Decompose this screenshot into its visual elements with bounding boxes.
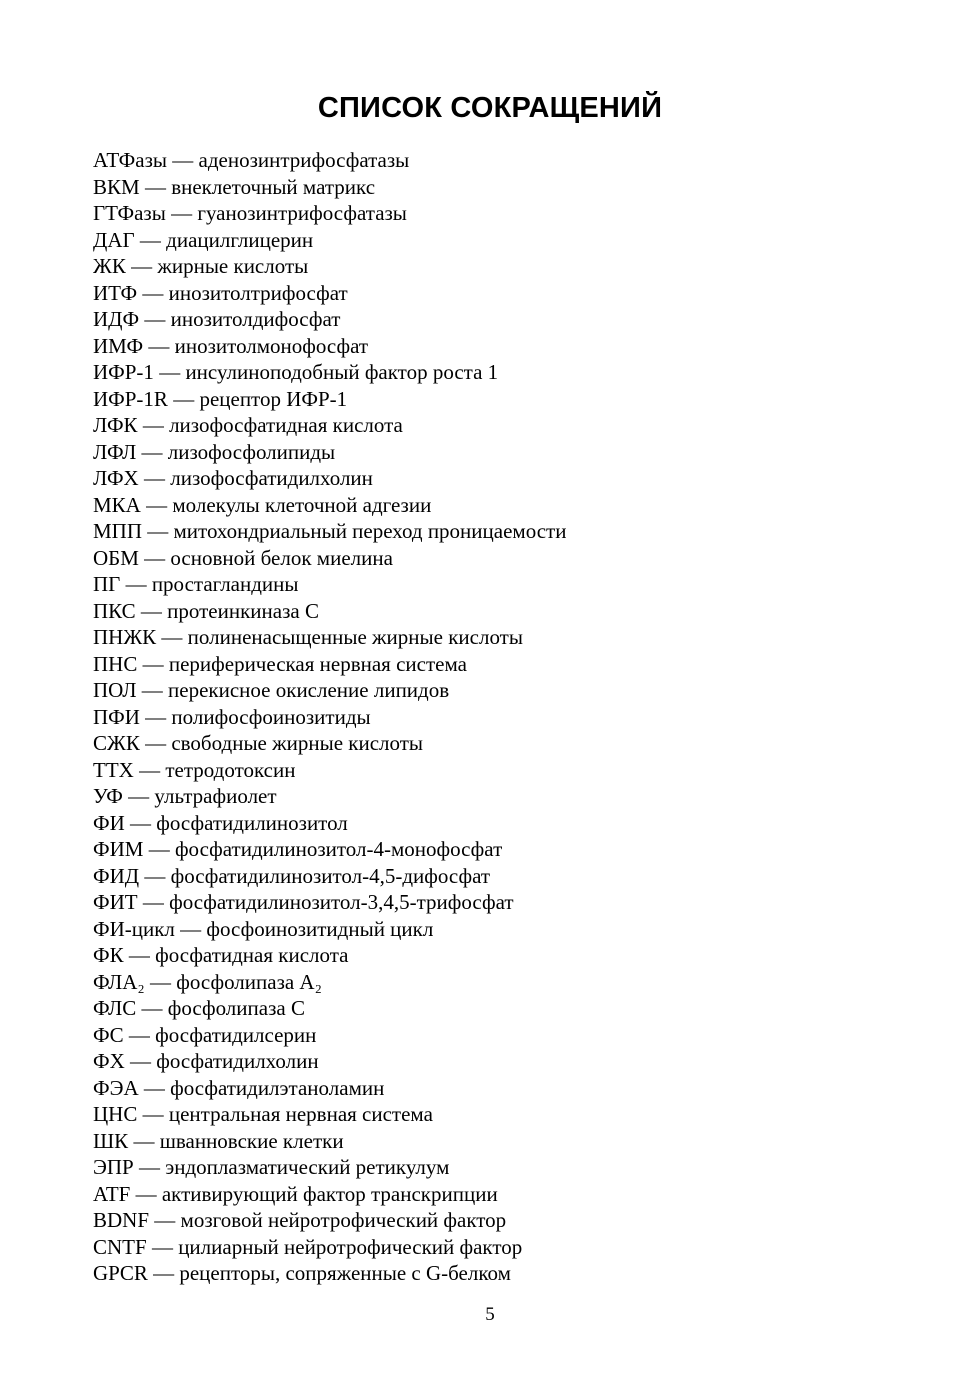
page-title: СПИСОК СОКРАЩЕНИЙ: [317, 92, 663, 124]
abbreviation-entry: [93, 942, 953, 969]
abbreviation-term: ВКМ: [93, 174, 140, 199]
abbreviation-entry: [93, 889, 953, 916]
em-dash-separator: —: [133, 1128, 155, 1153]
em-dash-separator: —: [142, 1102, 164, 1126]
abbreviation-term: ЛФЛ: [93, 439, 137, 464]
abbreviation-term: ФИТ: [93, 890, 138, 914]
abbreviation-term: ФХ: [93, 1049, 125, 1073]
abbreviation-term: ATF: [93, 1181, 131, 1206]
em-dash-separator: —: [153, 1261, 175, 1285]
abbreviation-entry: [93, 1022, 953, 1049]
abbreviation-entry: [93, 598, 953, 625]
abbreviation-definition: аденозинтрифосфатазы: [198, 148, 410, 172]
abbreviation-entry: [93, 280, 953, 307]
abbreviation-definition: полиненасыщенные жирные кислоты: [187, 625, 523, 649]
abbreviation-definition: диацилглицерин: [166, 227, 314, 252]
abbreviation-definition: фосфатидная кислота: [155, 943, 349, 967]
abbreviation-entry: [93, 147, 953, 174]
abbreviation-definition: простагландины: [151, 572, 299, 596]
abbreviation-definition: фосфатидилинозитол: [156, 810, 348, 835]
abbreviation-definition: перекисное окисление липидов: [168, 678, 450, 702]
em-dash-separator: —: [144, 174, 166, 199]
em-dash-separator: —: [143, 466, 165, 490]
abbreviation-entry: [93, 571, 953, 598]
abbreviation-term: ИМФ: [93, 333, 144, 358]
abbreviation-definition: внеклеточный матрикс: [171, 174, 376, 199]
abbreviation-definition: протеинкиназа С: [167, 598, 319, 623]
abbreviation-term: BDNF: [93, 1208, 150, 1232]
abbreviation-definition: центральная нервная система: [168, 1102, 433, 1126]
abbreviation-term: ФЭА: [93, 1075, 139, 1100]
abbreviation-term: ПНЖК: [93, 625, 157, 649]
abbreviation-term: ПОЛ: [93, 678, 137, 702]
abbreviation-entry: [93, 492, 953, 519]
abbreviation-term: ФС: [93, 1022, 124, 1047]
em-dash-separator: —: [151, 1234, 173, 1259]
em-dash-separator: —: [180, 916, 202, 941]
abbreviation-definition: фосфатидилсерин: [155, 1022, 317, 1047]
abbreviation-term: ИФР-1R: [93, 386, 168, 411]
em-dash-separator: —: [172, 148, 194, 172]
abbreviation-entry: [93, 1128, 953, 1155]
abbreviation-definition: митохондриальный переход проницаемости: [173, 519, 567, 543]
abbreviation-term: ЭПР: [93, 1155, 134, 1179]
em-dash-separator: —: [125, 572, 147, 596]
abbreviation-definition: эндоплазматический ретикулум: [165, 1155, 450, 1179]
abbreviation-entry: [93, 863, 953, 890]
abbreviation-entry: [93, 359, 953, 386]
abbreviation-term: CNTF: [93, 1234, 147, 1259]
abbreviation-entry: [93, 518, 953, 545]
em-dash-separator: —: [141, 996, 163, 1020]
abbreviation-entry: [93, 810, 953, 837]
em-dash-separator: —: [140, 598, 162, 623]
abbreviation-definition: мозговой нейротрофический фактор: [180, 1208, 507, 1232]
em-dash-separator: —: [154, 1208, 176, 1232]
abbreviation-definition: инсулиноподобный фактор роста 1: [185, 360, 499, 384]
abbreviation-entry: [93, 1048, 953, 1075]
abbreviation-term: ГТФазы: [93, 201, 166, 225]
abbreviation-entry: [93, 969, 953, 996]
em-dash-separator: —: [130, 1049, 152, 1073]
em-dash-separator: —: [141, 678, 163, 702]
abbreviation-entry: [93, 730, 953, 757]
abbreviation-term: ФЛА₂: [93, 969, 145, 994]
abbreviation-definition: гуанозинтрифосфатазы: [197, 201, 407, 225]
abbreviation-definition: жирные кислоты: [157, 254, 309, 278]
abbreviation-term: ИДФ: [93, 307, 140, 331]
em-dash-separator: —: [159, 360, 181, 384]
abbreviation-entry: [93, 1260, 953, 1287]
em-dash-separator: —: [130, 810, 152, 835]
em-dash-separator: —: [148, 837, 170, 861]
em-dash-separator: —: [173, 386, 195, 411]
em-dash-separator: —: [138, 1155, 160, 1179]
em-dash-separator: —: [142, 651, 164, 676]
em-dash-separator: —: [128, 784, 150, 808]
abbreviation-term: ФИМ: [93, 837, 144, 861]
abbreviation-term: ЛФК: [93, 413, 138, 437]
em-dash-separator: —: [161, 625, 183, 649]
em-dash-separator: —: [142, 890, 164, 914]
em-dash-separator: —: [141, 439, 163, 464]
abbreviation-term: ШК: [93, 1128, 129, 1153]
abbreviation-entry: [93, 200, 953, 227]
abbreviation-term: ЛФХ: [93, 466, 139, 490]
em-dash-separator: —: [144, 307, 166, 331]
abbreviation-term: ТТХ: [93, 757, 134, 782]
abbreviation-term: ФЛС: [93, 996, 137, 1020]
em-dash-separator: —: [142, 280, 164, 305]
abbreviation-term: ИФР-1: [93, 360, 154, 384]
abbreviation-definition: лизофосфатидилхолин: [170, 466, 373, 490]
em-dash-separator: —: [128, 943, 150, 967]
em-dash-separator: —: [135, 1181, 157, 1206]
abbreviation-term: СЖК: [93, 731, 140, 755]
abbreviation-term: GPCR: [93, 1261, 148, 1285]
abbreviation-definition: фосфатидилинозитол-3,4,5-трифосфат: [169, 890, 514, 914]
abbreviation-entry: [93, 995, 953, 1022]
em-dash-separator: —: [139, 227, 161, 252]
em-dash-separator: —: [145, 731, 167, 755]
abbreviation-entry: [93, 704, 953, 731]
abbreviation-term: МКА: [93, 492, 141, 517]
abbreviation-term: ФИ: [93, 810, 125, 835]
abbreviation-entry: [93, 253, 953, 280]
abbreviation-definition: молекулы клеточной адгезии: [172, 492, 432, 517]
abbreviation-term: ПКС: [93, 598, 136, 623]
abbreviation-term: ЖК: [93, 254, 126, 278]
abbreviation-definition: рецептор ИФР-1: [199, 386, 348, 411]
abbreviation-entry: [93, 1181, 953, 1208]
em-dash-separator: —: [144, 545, 166, 570]
abbreviation-entry: [93, 412, 953, 439]
abbreviation-entry: [93, 227, 953, 254]
abbreviation-definition: свободные жирные кислоты: [171, 731, 424, 755]
abbreviation-entry: [93, 465, 953, 492]
abbreviation-definition: ультрафиолет: [154, 784, 277, 808]
abbreviation-entry: [93, 651, 953, 678]
em-dash-separator: —: [139, 757, 161, 782]
abbreviation-definition: инозитолтрифосфат: [168, 280, 348, 305]
abbreviation-entry: [93, 333, 953, 360]
abbreviation-entry: [93, 1234, 953, 1261]
em-dash-separator: —: [150, 969, 171, 994]
abbreviation-term: УФ: [93, 784, 123, 808]
abbreviation-definition: активирующий фактор транскрипции: [161, 1181, 498, 1206]
em-dash-separator: —: [144, 863, 166, 888]
abbreviation-term: АТФазы: [93, 148, 168, 172]
abbreviation-definition: фосфолипаза С: [167, 996, 305, 1020]
abbreviation-entry: [93, 306, 953, 333]
abbreviation-term: МПП: [93, 519, 143, 543]
abbreviation-definition: инозитолмонофосфат: [174, 333, 369, 358]
abbreviation-definition: фосфатидилинозитол-4,5-дифосфат: [170, 863, 491, 888]
page-number: 5: [485, 1304, 495, 1325]
em-dash-separator: —: [147, 519, 169, 543]
abbreviation-definition: шванновские клетки: [159, 1128, 344, 1153]
em-dash-separator: —: [128, 1022, 150, 1047]
em-dash-separator: —: [142, 413, 164, 437]
abbreviation-term: ОБМ: [93, 545, 139, 570]
abbreviation-definition: полифосфоинозитиды: [171, 704, 371, 729]
abbreviation-definition: цилиарный нейротрофический фактор: [178, 1234, 523, 1259]
abbreviation-entry: [93, 836, 953, 863]
abbreviation-entry: [93, 174, 953, 201]
abbreviation-definition: фосфатидилэтаноламин: [170, 1075, 385, 1100]
abbreviation-entry: [93, 916, 953, 943]
abbreviation-list: [93, 147, 953, 1287]
abbreviation-term: ЦНС: [93, 1102, 138, 1126]
abbreviation-entry: [93, 1101, 953, 1128]
abbreviation-entry: [93, 545, 953, 572]
abbreviation-term: ФИ-цикл: [93, 916, 175, 941]
abbreviation-term: ФИД: [93, 863, 140, 888]
abbreviation-entry: [93, 624, 953, 651]
em-dash-separator: —: [131, 254, 153, 278]
abbreviation-definition: рецепторы, сопряженные с G-белком: [179, 1261, 511, 1285]
abbreviation-term: ПФИ: [93, 704, 140, 729]
abbreviation-definition: лизофосфолипиды: [167, 439, 336, 464]
abbreviation-term: ИТФ: [93, 280, 138, 305]
abbreviation-entry: [93, 1207, 953, 1234]
abbreviation-definition: фосфоинозитидный цикл: [206, 916, 434, 941]
em-dash-separator: —: [146, 492, 168, 517]
abbreviation-entry: [93, 783, 953, 810]
abbreviation-definition: инозитолдифосфат: [170, 307, 341, 331]
abbreviation-entry: [93, 386, 953, 413]
abbreviation-definition: основной белок миелина: [170, 545, 393, 570]
em-dash-separator: —: [171, 201, 193, 225]
abbreviation-term: ФК: [93, 943, 124, 967]
abbreviation-entry: [93, 1075, 953, 1102]
abbreviation-definition: фосфолипаза А₂: [176, 969, 322, 994]
abbreviation-term: ПГ: [93, 572, 121, 596]
abbreviation-definition: тетродотоксин: [165, 757, 296, 782]
abbreviation-definition: периферическая нервная система: [168, 651, 467, 676]
abbreviation-entry: [93, 439, 953, 466]
em-dash-separator: —: [148, 333, 170, 358]
abbreviation-definition: фосфатидилинозитол-4-монофосфат: [174, 837, 503, 861]
abbreviation-term: ПНС: [93, 651, 138, 676]
abbreviation-entry: [93, 757, 953, 784]
em-dash-separator: —: [145, 704, 167, 729]
em-dash-separator: —: [143, 1075, 165, 1100]
abbreviation-definition: фосфатидилхолин: [156, 1049, 319, 1073]
abbreviation-definition: лизофосфатидная кислота: [169, 413, 403, 437]
abbreviation-term: ДАГ: [93, 227, 135, 252]
abbreviation-entry: [93, 1154, 953, 1181]
abbreviation-entry: [93, 677, 953, 704]
